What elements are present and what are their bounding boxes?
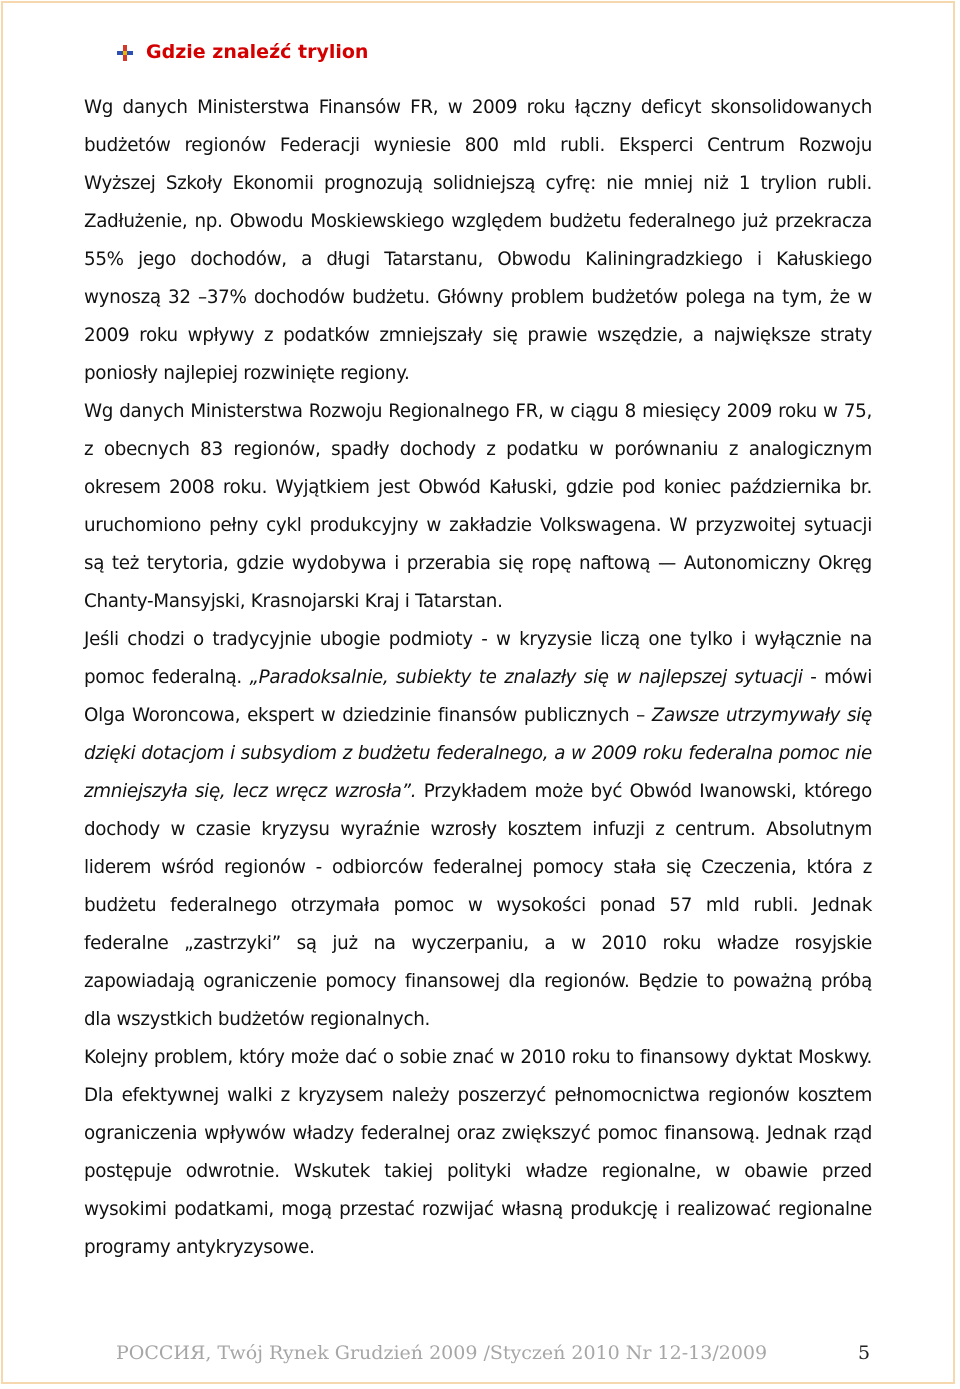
paragraph [84,393,872,621]
paragraph-text: Przykładem może być Obwód Iwanowski, którego dochody w czasie kryzysu wyraźnie wzrosły kosztem infuzji z centrum. Absolutnym liderem wśród regionów - odbiorców federalnej pomocy stała się Czeczenia, która z budżetu federalnego otrzymała pomoc w wysokości ponad 57 mld rubli. Jednak federalne „zastrzyki” są już na wyczerpaniu, a w 2010 roku władze rosyjskie zapowiadają ograniczenie pomocy finansowej dla regionów. Będzie to poważną próbą dla wszystkich budżetów regionalnych. [84,781,872,1030]
paragraph-text: Wg danych Ministerstwa Rozwoju Regionalnego FR, w ciągu 8 miesięcy 2009 roku w 75, z obecnych 83 regionów, spadły dochody z podatku w porównaniu z analogicznym okresem 2008 roku. Wyjątkiem jest Obwód Kałuski, gdzie pod koniec października br. uruchomiono pełny cykl produkcyjny w zakładzie Volkswagena. W przyzwoitej sytuacji są też terytoria, gdzie wydobywa i przerabia się ropę naftową — Autonomiczny Okręg Chanty-Mansyjski, Krasnojarski Kraj i Tatarstan. [84,401,872,612]
section-title: Gdzie znaleźć trylion [146,41,369,63]
paragraph [84,1039,872,1267]
paragraph-text: Wg danych Ministerstwa Finansów FR, w 2009 roku łączny deficyt skonsolidowanych budżetów regionów Federacji wyniesie 800 mld rubli. Eksperci Centrum Rozwoju Wyższej Szkoły Ekonomii prognozują solidniejszą cyfrę: nie mniej niż 1 trylion rubli. Zadłużenie, np. Obwodu Moskiewskiego względem budżetu federalnego już przekracza 55% jego dochodów, a długi Tatarstanu, Obwodu Kaliningradzkiego i Kałuskiego wynoszą 32 –37% dochodów budżetu. Główny problem budżetów polega na tym, że w 2009 roku wpływy z podatków zmniejszały się prawie wszędzie, a największe straty poniosły najlepiej rozwinięte regiony. [84,97,872,384]
arrow-bullet-icon [116,44,134,62]
footer-publication: РОССИЯ, Twój Rynek Grudzień 2009 /Styczeń 2010 Nr 12-13/2009 [116,1342,768,1364]
article-body [84,89,872,1267]
paragraph-text: - mówi Olga Woroncowa, ekspert w dziedzinie finansów publicznych – [84,667,872,726]
paragraph-text: Jeśli chodzi o tradycyjnie ubogie podmioty - w kryzysie liczą one tylko i wyłącznie na pomoc federalną. [84,629,872,688]
quote-text: „Paradoksalnie, subiekty te znalazły się w najlepszej sytuacji [249,667,803,688]
paragraph-text: Kolejny problem, który może dać o sobie znać w 2010 roku to finansowy dyktat Moskwy. Dla efektywnej walki z kryzysem należy poszerzyć pełnomocnictwa regionów kosztem ograniczenia wpływów władzy federalnej oraz zwiększyć pomoc finansową. Jednak rząd postępuje odwrotnie. Wskutek takiej polityki władze regionalne, w obawie przed wysokimi podatkami, mogą przestać rozwijać własną produkcję i realizować regionalne programy antykryzysowe. [84,1047,872,1258]
paragraph [84,89,872,393]
footer-page-number: 5 [858,1342,871,1364]
paragraph [84,621,872,1039]
quote-text: Zawsze utrzymywały się dzięki dotacjom i subsydiom z budżetu federalnego, a w 2009 roku federalna pomoc nie zmniejszyła się, lecz wręcz wzrosła”. [84,705,872,802]
section-header [116,38,368,66]
